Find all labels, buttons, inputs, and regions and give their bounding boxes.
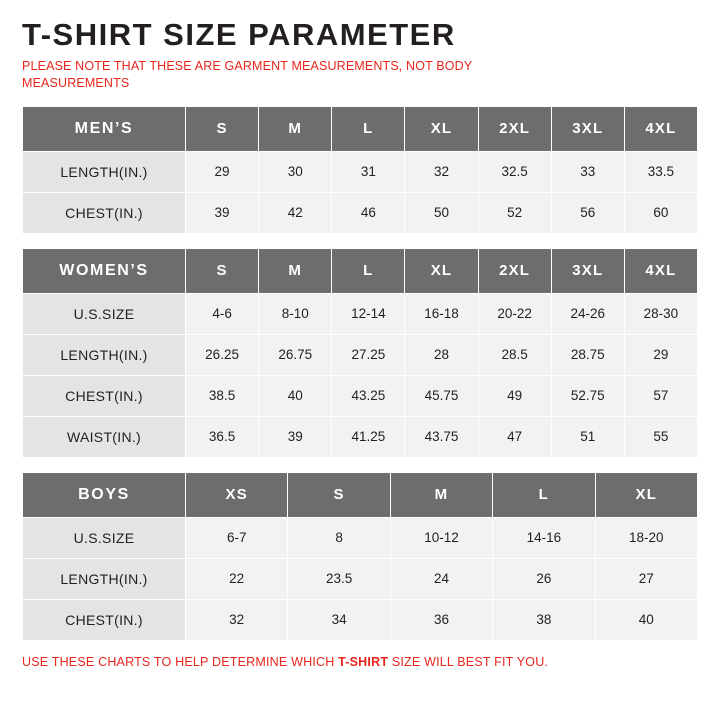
header-cell-size: 4XL xyxy=(624,106,697,151)
measurement-note: PLEASE NOTE THAT THESE ARE GARMENT MEASUREMENTS, NOT BODY MEASUREMENTS xyxy=(22,59,473,90)
table-row xyxy=(23,416,698,457)
header-cell-size: 2XL xyxy=(478,248,551,293)
table-cell: 33 xyxy=(551,151,624,192)
header-cell-size: XS xyxy=(186,472,288,517)
row-label: U.S.SIZE xyxy=(23,293,186,334)
table-cell: 43.75 xyxy=(405,416,478,457)
table-cell: 12-14 xyxy=(332,293,405,334)
header-cell-size: S xyxy=(186,106,259,151)
header-cell-size: L xyxy=(332,106,405,151)
table-cell: 28 xyxy=(405,334,478,375)
page-title: T-SHIRT SIZE PARAMETER xyxy=(22,17,456,52)
table-cell: 43.25 xyxy=(332,375,405,416)
table-cell: 8-10 xyxy=(259,293,332,334)
table-row xyxy=(23,293,698,334)
table-cell: 29 xyxy=(186,151,259,192)
table-cell: 47 xyxy=(478,416,551,457)
row-label: U.S.SIZE xyxy=(23,517,186,558)
table-cell: 14-16 xyxy=(493,517,595,558)
table-cell: 26 xyxy=(493,558,595,599)
table-row xyxy=(23,599,698,640)
header-cell-size: 3XL xyxy=(551,106,624,151)
row-label: LENGTH(IN.) xyxy=(23,151,186,192)
table-row xyxy=(23,334,698,375)
table-cell: 38.5 xyxy=(186,375,259,416)
boys-size-table xyxy=(22,472,698,641)
header-cell-category: WOMEN’S xyxy=(23,248,186,293)
table-cell: 10-12 xyxy=(390,517,492,558)
header-cell-size: M xyxy=(259,248,332,293)
mens-size-table xyxy=(22,106,698,234)
table-cell: 27.25 xyxy=(332,334,405,375)
row-label: WAIST(IN.) xyxy=(23,416,186,457)
table-cell: 56 xyxy=(551,192,624,233)
table-row xyxy=(23,558,698,599)
table-cell: 36.5 xyxy=(186,416,259,457)
row-label: CHEST(IN.) xyxy=(23,375,186,416)
footer-note xyxy=(22,655,698,669)
header-cell-category: MEN’S xyxy=(23,106,186,151)
table-cell: 24-26 xyxy=(551,293,624,334)
table-cell: 26.25 xyxy=(186,334,259,375)
header-cell-size: M xyxy=(390,472,492,517)
table-cell: 26.75 xyxy=(259,334,332,375)
row-label: CHEST(IN.) xyxy=(23,192,186,233)
header-cell-size: M xyxy=(259,106,332,151)
table-cell: 42 xyxy=(259,192,332,233)
header-cell-size: 4XL xyxy=(624,248,697,293)
table-cell: 22 xyxy=(186,558,288,599)
header-cell-size: L xyxy=(332,248,405,293)
table-cell: 31 xyxy=(332,151,405,192)
table-cell: 41.25 xyxy=(332,416,405,457)
footer-text-after: SIZE WILL BEST FIT YOU. xyxy=(388,654,549,669)
table-row xyxy=(23,517,698,558)
table-cell: 29 xyxy=(624,334,697,375)
table-cell: 20-22 xyxy=(478,293,551,334)
header-cell-size: 2XL xyxy=(478,106,551,151)
table-cell: 32 xyxy=(405,151,478,192)
table-cell: 40 xyxy=(595,599,697,640)
table-cell: 34 xyxy=(288,599,390,640)
table-cell: 40 xyxy=(259,375,332,416)
table-cell: 16-18 xyxy=(405,293,478,334)
table-cell: 36 xyxy=(390,599,492,640)
table-cell: 24 xyxy=(390,558,492,599)
table-row xyxy=(23,151,698,192)
table-cell: 32 xyxy=(186,599,288,640)
table-cell: 52 xyxy=(478,192,551,233)
table-cell: 6-7 xyxy=(186,517,288,558)
table-cell: 28.75 xyxy=(551,334,624,375)
table-row xyxy=(23,192,698,233)
table-cell: 39 xyxy=(259,416,332,457)
footer-text-bold: T-SHIRT xyxy=(338,654,389,669)
table-cell: 57 xyxy=(624,375,697,416)
table-cell: 49 xyxy=(478,375,551,416)
table-cell: 8 xyxy=(288,517,390,558)
table-cell: 38 xyxy=(493,599,595,640)
table-header-row xyxy=(23,248,698,293)
table-cell: 18-20 xyxy=(595,517,697,558)
header-cell-size: 3XL xyxy=(551,248,624,293)
table-cell: 50 xyxy=(405,192,478,233)
table-cell: 30 xyxy=(259,151,332,192)
table-cell: 52.75 xyxy=(551,375,624,416)
row-label: LENGTH(IN.) xyxy=(23,334,186,375)
header-cell-size: S xyxy=(288,472,390,517)
header-cell-size: S xyxy=(186,248,259,293)
table-cell: 23.5 xyxy=(288,558,390,599)
table-cell: 39 xyxy=(186,192,259,233)
table-cell: 60 xyxy=(624,192,697,233)
table-cell: 46 xyxy=(332,192,405,233)
table-cell: 27 xyxy=(595,558,697,599)
table-cell: 33.5 xyxy=(624,151,697,192)
table-cell: 55 xyxy=(624,416,697,457)
header-cell-size: L xyxy=(493,472,595,517)
header-cell-category: BOYS xyxy=(23,472,186,517)
table-cell: 45.75 xyxy=(405,375,478,416)
table-cell: 28-30 xyxy=(624,293,697,334)
header-cell-size: XL xyxy=(405,248,478,293)
table-cell: 51 xyxy=(551,416,624,457)
header-cell-size: XL xyxy=(595,472,697,517)
womens-size-table xyxy=(22,248,698,458)
footer-text-before: USE THESE CHARTS TO HELP DETERMINE WHICH xyxy=(22,654,339,669)
table-header-row xyxy=(23,472,698,517)
table-cell: 28.5 xyxy=(478,334,551,375)
table-cell: 4-6 xyxy=(186,293,259,334)
table-cell: 32.5 xyxy=(478,151,551,192)
header-cell-size: XL xyxy=(405,106,478,151)
table-row xyxy=(23,375,698,416)
row-label: LENGTH(IN.) xyxy=(23,558,186,599)
table-header-row xyxy=(23,106,698,151)
row-label: CHEST(IN.) xyxy=(23,599,186,640)
